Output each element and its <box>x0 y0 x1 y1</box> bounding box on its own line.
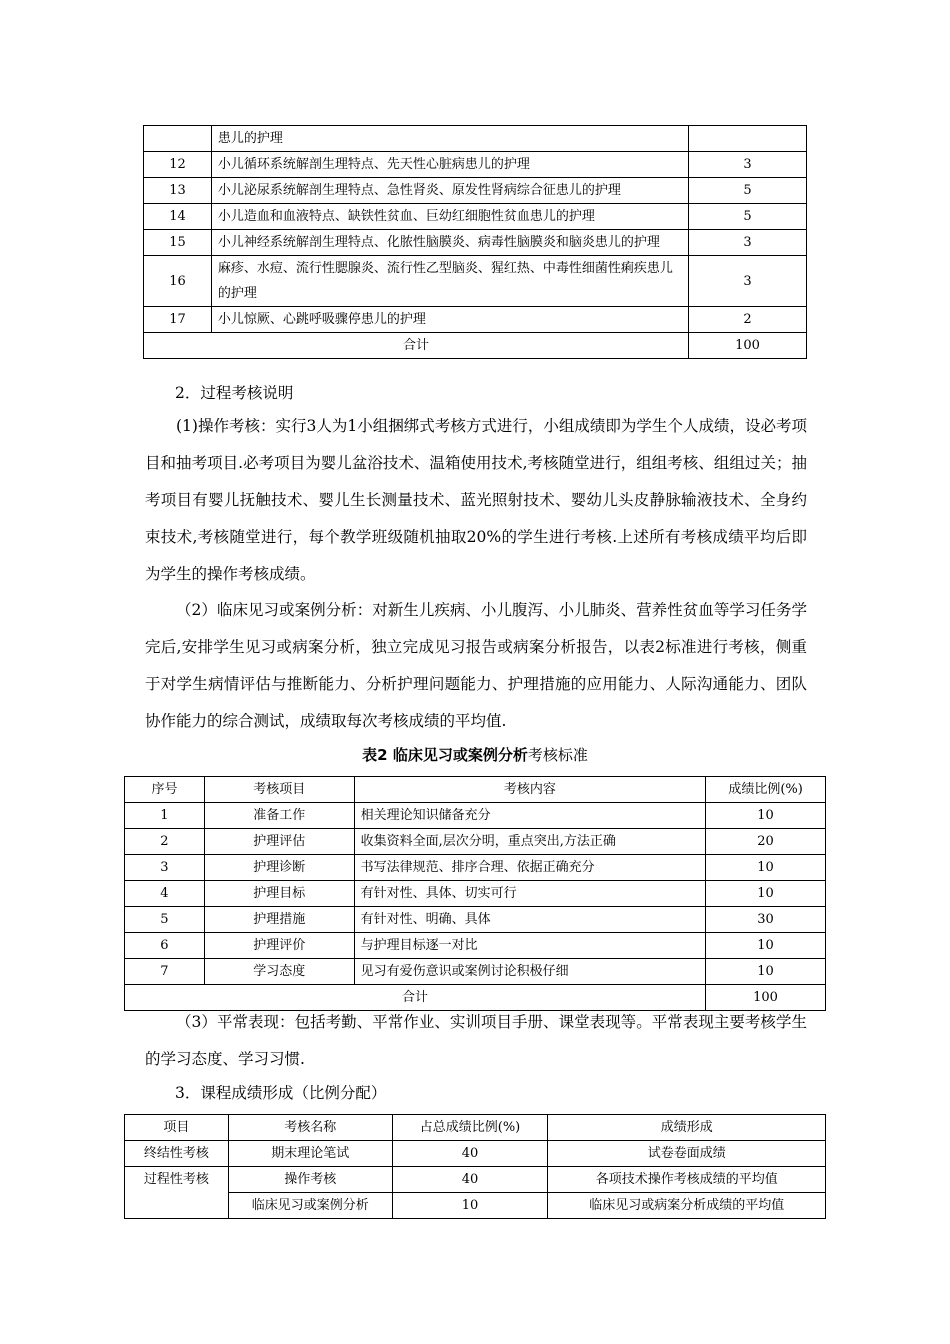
table-row <box>144 152 807 178</box>
total-value: 100 <box>689 333 807 359</box>
table-row <box>144 256 807 307</box>
row-content: 与护理目标逐一对比 <box>354 933 705 959</box>
row-category: 过程性考核 <box>125 1167 229 1219</box>
section-2-heading: 2．过程考核说明 <box>175 384 294 402</box>
row-number: 2 <box>125 829 205 855</box>
row-number: 5 <box>125 907 205 933</box>
table-header-row <box>125 1115 826 1141</box>
row-content: 麻疹、水痘、流行性腮腺炎、流行性乙型脑炎、猩红热、中毒性细菌性痢疾患儿的护理 <box>211 256 688 307</box>
table-row <box>125 1167 826 1193</box>
row-name: 期末理论笔试 <box>228 1141 392 1167</box>
header-ratio: 占总成绩比例(%) <box>392 1115 548 1141</box>
row-hours: 3 <box>689 230 807 256</box>
row-ratio: 40 <box>392 1167 548 1193</box>
row-number: 4 <box>125 881 205 907</box>
total-value: 100 <box>706 985 826 1011</box>
row-ratio: 10 <box>706 959 826 985</box>
table-header-row <box>125 777 826 803</box>
row-ratio: 20 <box>706 829 826 855</box>
row-content: 相关理论知识储备充分 <box>354 803 705 829</box>
header-number: 序号 <box>125 777 205 803</box>
row-number: 12 <box>144 152 212 178</box>
header-ratio: 成绩比例(%) <box>706 777 826 803</box>
row-content: 有针对性、具体、切实可行 <box>354 881 705 907</box>
header-formation: 成绩形成 <box>548 1115 826 1141</box>
row-name: 临床见习或案例分析 <box>228 1193 392 1219</box>
header-name: 考核名称 <box>228 1115 392 1141</box>
row-item: 护理评估 <box>204 829 354 855</box>
row-content: 小儿造血和血液特点、缺铁性贫血、巨幼红细胞性贫血患儿的护理 <box>211 204 688 230</box>
grade-composition-table <box>124 1114 826 1219</box>
row-number: 16 <box>144 256 212 307</box>
row-formation: 各项技术操作考核成绩的平均值 <box>548 1167 826 1193</box>
table-row <box>125 855 826 881</box>
row-content: 收集资料全面,层次分明，重点突出,方法正确 <box>354 829 705 855</box>
row-content: 小儿惊厥、心跳呼吸骤停患儿的护理 <box>211 307 688 333</box>
row-hours: 5 <box>689 178 807 204</box>
clinical-assessment-table <box>124 776 826 1011</box>
table-row <box>144 204 807 230</box>
row-hours: 5 <box>689 204 807 230</box>
row-hours: 2 <box>689 307 807 333</box>
table-2-caption <box>0 741 950 769</box>
row-content: 小儿神经系统解剖生理特点、化脓性脑膜炎、病毒性脑膜炎和脑炎患儿的护理 <box>211 230 688 256</box>
row-number <box>144 126 212 152</box>
row-ratio: 10 <box>392 1193 548 1219</box>
row-category: 终结性考核 <box>125 1141 229 1167</box>
row-hours <box>689 126 807 152</box>
paragraph-operation-assessment: (1)操作考核：实行3人为1小组捆绑式考核方式进行，小组成绩即为学生个人成绩，设必考项目和抽考项目.必考项目为婴儿盆浴技术、温箱使用技术,考核随堂进行，组组考核、组组过关；抽考项目有婴儿抚触技术、婴儿生长测量技术、蓝光照射技术、婴幼儿头皮静脉输液技术、全身约束技术,考核随堂进行，每个教学班级随机抽取20%的学生进行考核.上述所有考核成绩平均后即为学生的操作考核成绩。 <box>145 417 807 583</box>
row-hours: 3 <box>689 152 807 178</box>
table-row <box>144 230 807 256</box>
total-label: 合计 <box>144 333 689 359</box>
table-row <box>125 881 826 907</box>
row-number: 14 <box>144 204 212 230</box>
table-row <box>125 1193 826 1219</box>
row-content: 小儿泌尿系统解剖生理特点、急性肾炎、原发性肾病综合征患儿的护理 <box>211 178 688 204</box>
table-row <box>125 907 826 933</box>
row-ratio: 10 <box>706 803 826 829</box>
row-item: 护理诊断 <box>204 855 354 881</box>
row-content: 有针对性、明确、具体 <box>354 907 705 933</box>
table-row <box>125 1141 826 1167</box>
header-item: 考核项目 <box>204 777 354 803</box>
row-ratio: 10 <box>706 855 826 881</box>
table-row <box>144 307 807 333</box>
paragraph-clinical-assessment: （2）临床见习或案例分析：对新生儿疾病、小儿腹泻、小儿肺炎、营养性贫血等学习任务学完后,安排学生见习或病案分析，独立完成见习报告或病案分析报告，以表2标准进行考核，侧重于对学生病情评估与推断能力、分析护理问题能力、护理措施的应用能力、人际沟通能力、团队协作能力的综合测试，成绩取每次考核成绩的平均值. <box>145 601 807 730</box>
course-content-table <box>143 125 807 359</box>
total-label: 合计 <box>125 985 706 1011</box>
table-2-caption-title: 表2 临床见习或案例分析 <box>362 746 528 764</box>
table-row <box>125 959 826 985</box>
section-3-heading: 3．课程成绩形成（比例分配） <box>175 1084 387 1102</box>
row-content: 患儿的护理 <box>211 126 688 152</box>
row-formation: 临床见习或病案分析成绩的平均值 <box>548 1193 826 1219</box>
row-number: 1 <box>125 803 205 829</box>
row-item: 护理措施 <box>204 907 354 933</box>
header-category: 项目 <box>125 1115 229 1141</box>
total-row <box>144 333 807 359</box>
row-number: 7 <box>125 959 205 985</box>
row-hours: 3 <box>689 256 807 307</box>
row-formation: 试卷卷面成绩 <box>548 1141 826 1167</box>
row-ratio: 40 <box>392 1141 548 1167</box>
table-row <box>125 829 826 855</box>
row-number: 13 <box>144 178 212 204</box>
row-number: 6 <box>125 933 205 959</box>
row-content: 见习有爱伤意识或案例讨论积极仔细 <box>354 959 705 985</box>
table-row <box>125 933 826 959</box>
row-item: 护理评价 <box>204 933 354 959</box>
header-content: 考核内容 <box>354 777 705 803</box>
table-row <box>144 126 807 152</box>
row-ratio: 10 <box>706 933 826 959</box>
row-content: 小儿循环系统解剖生理特点、先天性心脏病患儿的护理 <box>211 152 688 178</box>
row-ratio: 30 <box>706 907 826 933</box>
paragraph-daily-performance: （3）平常表现：包括考勤、平常作业、实训项目手册、课堂表现等。平常表现主要考核学生的学习态度、学习习惯. <box>145 1013 807 1068</box>
table-2-caption-suffix: 考核标准 <box>527 746 588 764</box>
row-item: 准备工作 <box>204 803 354 829</box>
row-content: 书写法律规范、排序合理、依据正确充分 <box>354 855 705 881</box>
table-row <box>125 803 826 829</box>
row-item: 护理目标 <box>204 881 354 907</box>
table-row <box>144 178 807 204</box>
row-name: 操作考核 <box>228 1167 392 1193</box>
row-number: 15 <box>144 230 212 256</box>
row-ratio: 10 <box>706 881 826 907</box>
row-number: 17 <box>144 307 212 333</box>
row-number: 3 <box>125 855 205 881</box>
row-item: 学习态度 <box>204 959 354 985</box>
